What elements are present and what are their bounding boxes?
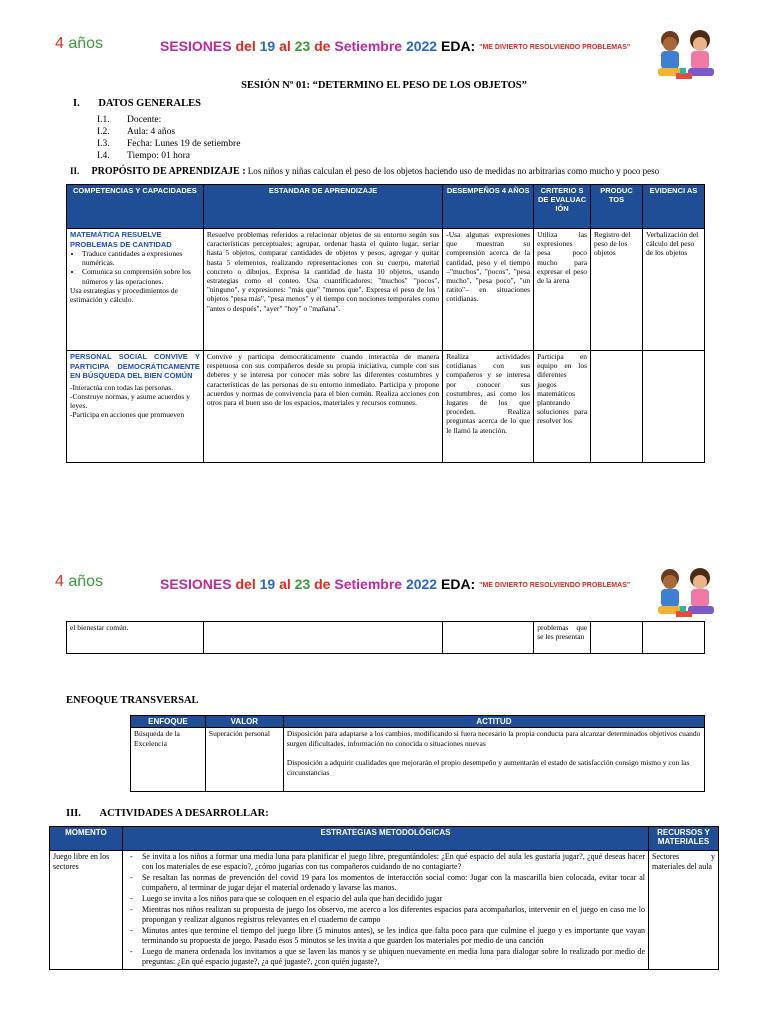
col-enfoque: ENFOQUE: [131, 716, 206, 728]
section-1-title: DATOS GENERALES: [98, 98, 201, 109]
estrategias-list: [126, 852, 645, 967]
col-recursos: RECURSOS Y MATERIALES: [649, 827, 719, 851]
valor-cell: Superación personal: [205, 728, 283, 792]
list-item: • Traduce cantidades a expresiones numéricas.: [82, 249, 200, 267]
title-de: de: [314, 38, 331, 54]
title-eda-sub: "ME DIVIERTO RESOLVIENDO PROBLEMAS": [479, 44, 631, 51]
title-mes: Setiembre: [334, 576, 403, 592]
list-item: - Mientras nos niños realizan su propuesta de juego los observo, me acerco a los diferentes espacios para acompañarlos, intervenir en el juego en caso me lo propongan y realizar algunos registros relevantes en el cuaderno de campo: [142, 905, 645, 925]
col-actitud: ACTITUD: [283, 716, 704, 728]
list-item: - Luego de manera ordenada los invitamos a que se laven las manos y se ubiquen nuevamente en media luna para dialogar sobre lo realizado por medio de preguntas: ¿En qué espacio jugaste?, ¿a qué jugaste?, ¿con quién jugaste?,: [142, 947, 645, 967]
col-evidencias: EVIDENCI AS: [642, 185, 704, 229]
header-title: [160, 576, 630, 592]
capacidad-line: -Participa en acciones que promueven: [70, 410, 185, 420]
page-header: [0, 28, 768, 88]
age-label: [55, 35, 103, 53]
age-number: 4: [55, 35, 64, 52]
age-label: [55, 573, 103, 591]
list-item: • Comunica su comprensión sobre los números y las operaciones.: [82, 267, 200, 285]
children-illustration: [650, 28, 720, 88]
section-3-num: III.: [66, 808, 81, 819]
datos-item: [97, 114, 240, 126]
title-al: al: [279, 38, 291, 54]
actitud-1: Disposición para adaptarse a los cambios, modificando si fuera necesario la propia conducta para alcanzar determinados objetivos cuando surgen dificultades, información no conocida o situaciones nuevas: [286, 729, 701, 748]
capacidad-line: -Construye normas, y asume acuerdos y leyes.: [70, 391, 190, 410]
actitud-2: Disposición a adquirir cualidades que mejorarán el propio desempeño y aumentarán el estado de satisfacción consigo mismo y con las circunstancias: [286, 758, 690, 777]
table-row: [131, 728, 705, 792]
desempenos-cell: [443, 622, 534, 654]
table-header-row: [131, 716, 705, 728]
momento-cell: Juego libre en los sectores: [50, 851, 123, 970]
desempenos-cell: -Usa algunas expresiones que muestran su comprensión acerca de la cantidad, peso y el tiempo –"muchos", "pocos", "pesa mucho", "pesa poco", "un ratito"– en situaciones cotidianas.: [443, 229, 534, 351]
evidencia-cell: Verbalización del cálculo del peso de los objetos: [642, 229, 704, 351]
enfoque-table: [130, 715, 705, 792]
datos-text: Fecha: Lunes 19 de setiembre: [127, 139, 241, 149]
evidencia-cell: [643, 622, 705, 654]
producto-cell: [591, 351, 643, 463]
actitud-cell: [283, 728, 704, 792]
recursos-cell: Sectores y materiales del aula: [649, 851, 719, 970]
session-title: SESIÓN Nº 01: “DETERMINO EL PESO DE LOS OBJETOS”: [241, 80, 527, 91]
title-d2: 23: [294, 38, 311, 54]
datos-num: I.4.: [97, 151, 110, 161]
table-row: [67, 622, 705, 654]
section-1-num: I.: [73, 98, 80, 109]
col-criterios: CRITERIO S DE EVALUAC IÓN: [534, 185, 591, 229]
competencias-table: [66, 184, 705, 463]
section-3-heading: [66, 808, 269, 819]
title-sesiones: SESIONES: [160, 576, 232, 592]
col-momento: MOMENTO: [50, 827, 123, 851]
title-del: del: [235, 38, 256, 54]
criterio-cell: Utiliza las expresiones pesa poco mucho para expresar el peso de la arena: [534, 229, 591, 351]
title-eda: EDA:: [441, 576, 476, 592]
proposito-text: Los niños y niñas calculan el peso de los objetos haciendo uso de medidas no arbitrarias como mucho y poco peso: [247, 166, 660, 176]
title-de: de: [314, 576, 331, 592]
age-word: años: [68, 573, 104, 590]
estrategias-cell: [122, 851, 648, 970]
enfoque-cell: Búsqueda de la Excelencia: [131, 728, 206, 792]
title-d2: 23: [294, 576, 311, 592]
evidencia-cell: [642, 351, 704, 463]
criterio-cell: problemas que se les presentan: [534, 622, 591, 654]
datos-text: Docente:: [127, 115, 162, 125]
title-eda-sub: "ME DIVIERTO RESOLVIENDO PROBLEMAS": [479, 582, 631, 589]
col-desempenos: DESEMPEÑOS 4 AÑOS: [443, 185, 534, 229]
competencia-title: PERSONAL SOCIAL CONVIVE Y PARTICIPA DEMOCRÁTICAMENTE EN BÚSQUEDA DEL BIEN COMÚN: [70, 352, 200, 380]
title-del: del: [235, 576, 256, 592]
competencias-table-continued: [66, 621, 705, 654]
datos-item: [97, 138, 240, 150]
datos-list: [97, 114, 240, 162]
criterio-cell: Participa en equipo en los diferentes juegos matemáticos planteando soluciones para resolver los: [534, 351, 591, 463]
section-1-heading: [73, 98, 201, 109]
datos-item: [97, 126, 240, 138]
datos-num: I.2.: [97, 127, 110, 137]
datos-num: I.3.: [97, 139, 110, 149]
list-item: - Se invita a los niños a formar una media luna para planificar el juego libre, preguntándoles: ¿En qué espacio del aula les gustaría jugar?, ¿qué deseas hacer con los materiales de ese espacio?, ¿cómo jugarías con tus compañeros cuidando de no contagiarte?: [142, 852, 645, 872]
col-productos: PRODUC TOS: [591, 185, 643, 229]
table-row: [50, 851, 719, 970]
competencia-title: MATEMÁTICA RESUELVE PROBLEMAS DE CANTIDAD: [70, 230, 172, 249]
section-2-title: PROPÓSITO DE APRENDIZAJE :: [91, 166, 246, 177]
header-title: [160, 38, 630, 54]
col-estrategias: ESTRATEGIAS METODOLÓGICAS: [122, 827, 648, 851]
producto-cell: Registro del peso de los objetos: [591, 229, 643, 351]
title-al: al: [279, 576, 291, 592]
capacidades-list: [70, 249, 200, 286]
title-mes: Setiembre: [334, 38, 403, 54]
list-item: - Luego se invita a los niños para que se coloquen en el espacio del aula que han decidido jugar: [142, 894, 645, 904]
title-sesiones: SESIONES: [160, 38, 232, 54]
title-eda: EDA:: [441, 38, 476, 54]
capacidad-extra: Usa estrategias y procedimientos de estimación y cálculo.: [70, 285, 178, 305]
datos-text: Tiempo: 01 hora: [127, 151, 190, 161]
enfoque-title: ENFOQUE TRANSVERSAL: [66, 695, 199, 706]
age-word: años: [68, 35, 104, 52]
children-illustration: [650, 566, 720, 626]
estandar-cell: Resuelve problemas referidos a relacionar objetos de su entorno según sus características perceptuales; agrupar, ordenar hasta el quinto lugar, seriar hasta 5 objetos, comparar cantidades de objetos y pesos, agregar y quitar hasta 5 elementos, realizando representaciones con su cuerpo, material concreto o dibujos. Expresa la cantidad de hasta 10 objetos, usando estrategias como el conteo. Usa cuantificadores: "muchos" "pocos", "ninguno", y expresiones: "más que" "menos que". Expresa el peso de los ' objetos "pesa más", "pesa menos" y el tiempo con nociones temporales como "antes o después", "ayer" "hoy" o "mañana".: [203, 229, 442, 351]
enfoque-heading: [66, 695, 199, 706]
competencia-cell: [67, 351, 204, 463]
title-anio: 2022: [405, 576, 438, 592]
table-row: [67, 229, 705, 351]
title-d1: 19: [259, 576, 276, 592]
datos-item: [97, 150, 240, 162]
estandar-cell: Convive y participa democráticamente cuando interactúa de manera respetuosa con sus compañeros desde su propia iniciativa, cumple con sus deberes y se interesa por conocer más sobre las diferentes costumbres y características de las personas de su entorno inmediato. Participa y propone acuerdos y normas de convivencia para el bien común. Realiza acciones con otros para el buen uso de los espacios, materiales y recursos comunes.: [203, 351, 442, 463]
competencia-cell: el bienestar común.: [67, 622, 204, 654]
list-item: - Minutos antes que termine el tiempo del juego libre (5 minutos antes), se les indica que falta poco para que culmine el juego y es importante que vayan terminando su propuesta de juego. Pasado esos 5 minutos se les invita a que guarden los materiales por medio de una canción: [142, 926, 645, 946]
actividades-table: [49, 826, 719, 970]
col-competencias: COMPETENCIAS Y CAPACIDADES: [67, 185, 204, 229]
section-3-title: ACTIVIDADES A DESARROLLAR:: [99, 808, 269, 819]
list-item: - Se resaltan las normas de prevención del covid 19 para los momentos de interacción social como: Jugar con la mascarilla bien colocada, evitar tocar al compañero, al terminar de jugar dejar el material ordenado y lavarse las manos.: [142, 873, 645, 893]
section-2-num: II.: [70, 166, 80, 176]
title-anio: 2022: [405, 38, 438, 54]
producto-cell: [591, 622, 643, 654]
datos-text: Aula: 4 años: [127, 127, 176, 137]
table-header-row: [67, 185, 705, 229]
page-header-2: [0, 566, 768, 626]
capacidad-line: -Interactúa con todas las personas.: [70, 382, 174, 392]
estandar-cell: [203, 622, 443, 654]
age-number: 4: [55, 573, 64, 590]
col-valor: VALOR: [205, 716, 283, 728]
competencia-cell: [67, 229, 204, 351]
section-2-heading: [70, 166, 750, 177]
table-header-row: [50, 827, 719, 851]
datos-num: I.1.: [97, 115, 110, 125]
title-d1: 19: [259, 38, 276, 54]
col-estandar: ESTANDAR DE APRENDIZAJE: [203, 185, 442, 229]
table-row: [67, 351, 705, 463]
desempenos-cell: Realiza actividades cotidianas con sus compañeros y se interesa por conocer sus costumbres, así como los lugares de los que proceden. Realiza preguntas acerca de lo que le llamó la atención.: [443, 351, 534, 463]
